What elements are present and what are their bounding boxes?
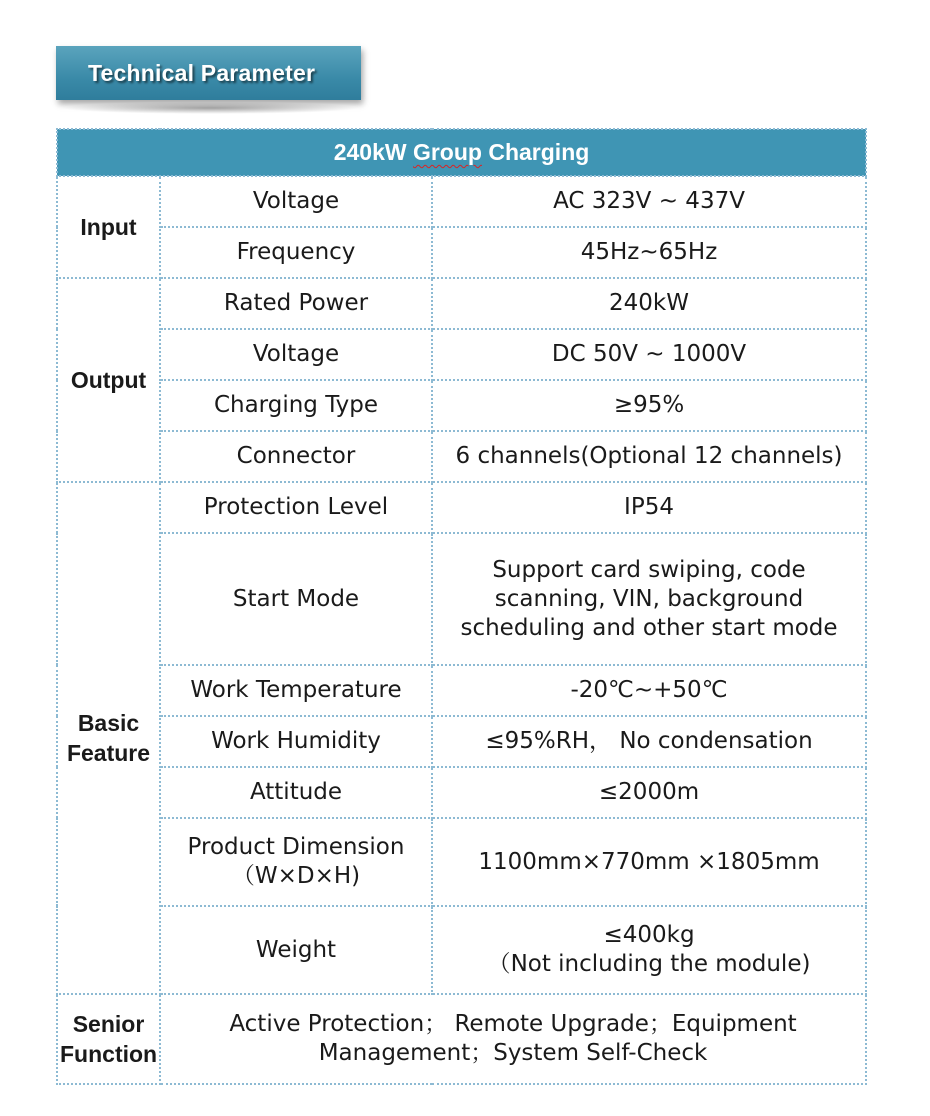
- row-label: Start Mode: [160, 533, 432, 665]
- start-mode-line1: Support card swiping, code: [492, 556, 806, 583]
- spec-table: [56, 128, 867, 1085]
- row-value: ≥95%: [432, 380, 866, 431]
- table-row: [57, 380, 866, 431]
- row-value: DC 50V ~ 1000V: [432, 329, 866, 380]
- table-row: [57, 994, 866, 1084]
- table-header-row: [57, 129, 866, 176]
- table-row: [57, 906, 866, 994]
- row-value: ≤2000m: [432, 767, 866, 818]
- banner-shadow: [60, 102, 360, 114]
- row-value: 6 channels(Optional 12 channels): [432, 431, 866, 482]
- group-basic-line1: Basic: [77, 710, 140, 736]
- group-senior-line1: Senior: [72, 1011, 145, 1037]
- header-prefix: 240kW: [333, 139, 413, 165]
- table-row: [57, 431, 866, 482]
- dimension-label-line1: Product Dimension: [187, 834, 405, 860]
- banner-title: Technical Parameter: [88, 59, 316, 86]
- row-label: Attitude: [160, 767, 432, 818]
- row-label: Charging Type: [160, 380, 432, 431]
- row-label: Voltage: [160, 176, 432, 227]
- weight-value-line2: （Not including the module): [487, 951, 811, 977]
- senior-function-value: [160, 994, 866, 1084]
- row-label: Voltage: [160, 329, 432, 380]
- group-basic-feature: [57, 482, 160, 994]
- row-value: 45Hz~65Hz: [432, 227, 866, 278]
- table-row: [57, 533, 866, 665]
- row-label: Connector: [160, 431, 432, 482]
- row-value: 240kW: [432, 278, 866, 329]
- row-value: ≤95%RH， No condensation: [432, 716, 866, 767]
- table-row: [57, 767, 866, 818]
- table-row: [57, 818, 866, 906]
- row-value: AC 323V ~ 437V: [432, 176, 866, 227]
- start-mode-line3: scheduling and other start mode: [460, 614, 838, 641]
- row-value: [432, 533, 866, 665]
- row-value: 1100mm×770mm ×1805mm: [432, 818, 866, 906]
- group-senior-function: [57, 994, 160, 1084]
- row-label: Rated Power: [160, 278, 432, 329]
- start-mode-line2: scanning, VIN, background: [494, 585, 804, 612]
- dimension-label-line2: （W×D×H): [231, 863, 361, 889]
- group-input: Input: [57, 176, 160, 278]
- table-row: [57, 176, 866, 227]
- table-row: [57, 482, 866, 533]
- row-label: [160, 818, 432, 906]
- row-label: Weight: [160, 906, 432, 994]
- row-value: [432, 906, 866, 994]
- table-header: [57, 129, 866, 176]
- row-label: Protection Level: [160, 482, 432, 533]
- header-squiggle-word: Group: [412, 139, 482, 165]
- row-label: Frequency: [160, 227, 432, 278]
- row-value: -20℃~+50℃: [432, 665, 866, 716]
- row-label: Work Temperature: [160, 665, 432, 716]
- group-senior-line2: Function: [60, 1041, 158, 1067]
- row-label: Work Humidity: [160, 716, 432, 767]
- senior-line2: Management；System Self-Check: [318, 1040, 708, 1066]
- banner-box: [56, 46, 361, 100]
- group-output: Output: [57, 278, 160, 482]
- table-row: [57, 665, 866, 716]
- table-row: [57, 716, 866, 767]
- senior-line1: Active Protection； Remote Upgrade；Equipment: [229, 1011, 797, 1037]
- group-basic-line2: Feature: [66, 740, 151, 766]
- header-suffix: Charging: [481, 139, 590, 165]
- title-banner: [56, 46, 366, 116]
- table-row: [57, 227, 866, 278]
- weight-value-line1: ≤400kg: [603, 922, 695, 948]
- table-row: [57, 329, 866, 380]
- table-row: [57, 278, 866, 329]
- row-value: IP54: [432, 482, 866, 533]
